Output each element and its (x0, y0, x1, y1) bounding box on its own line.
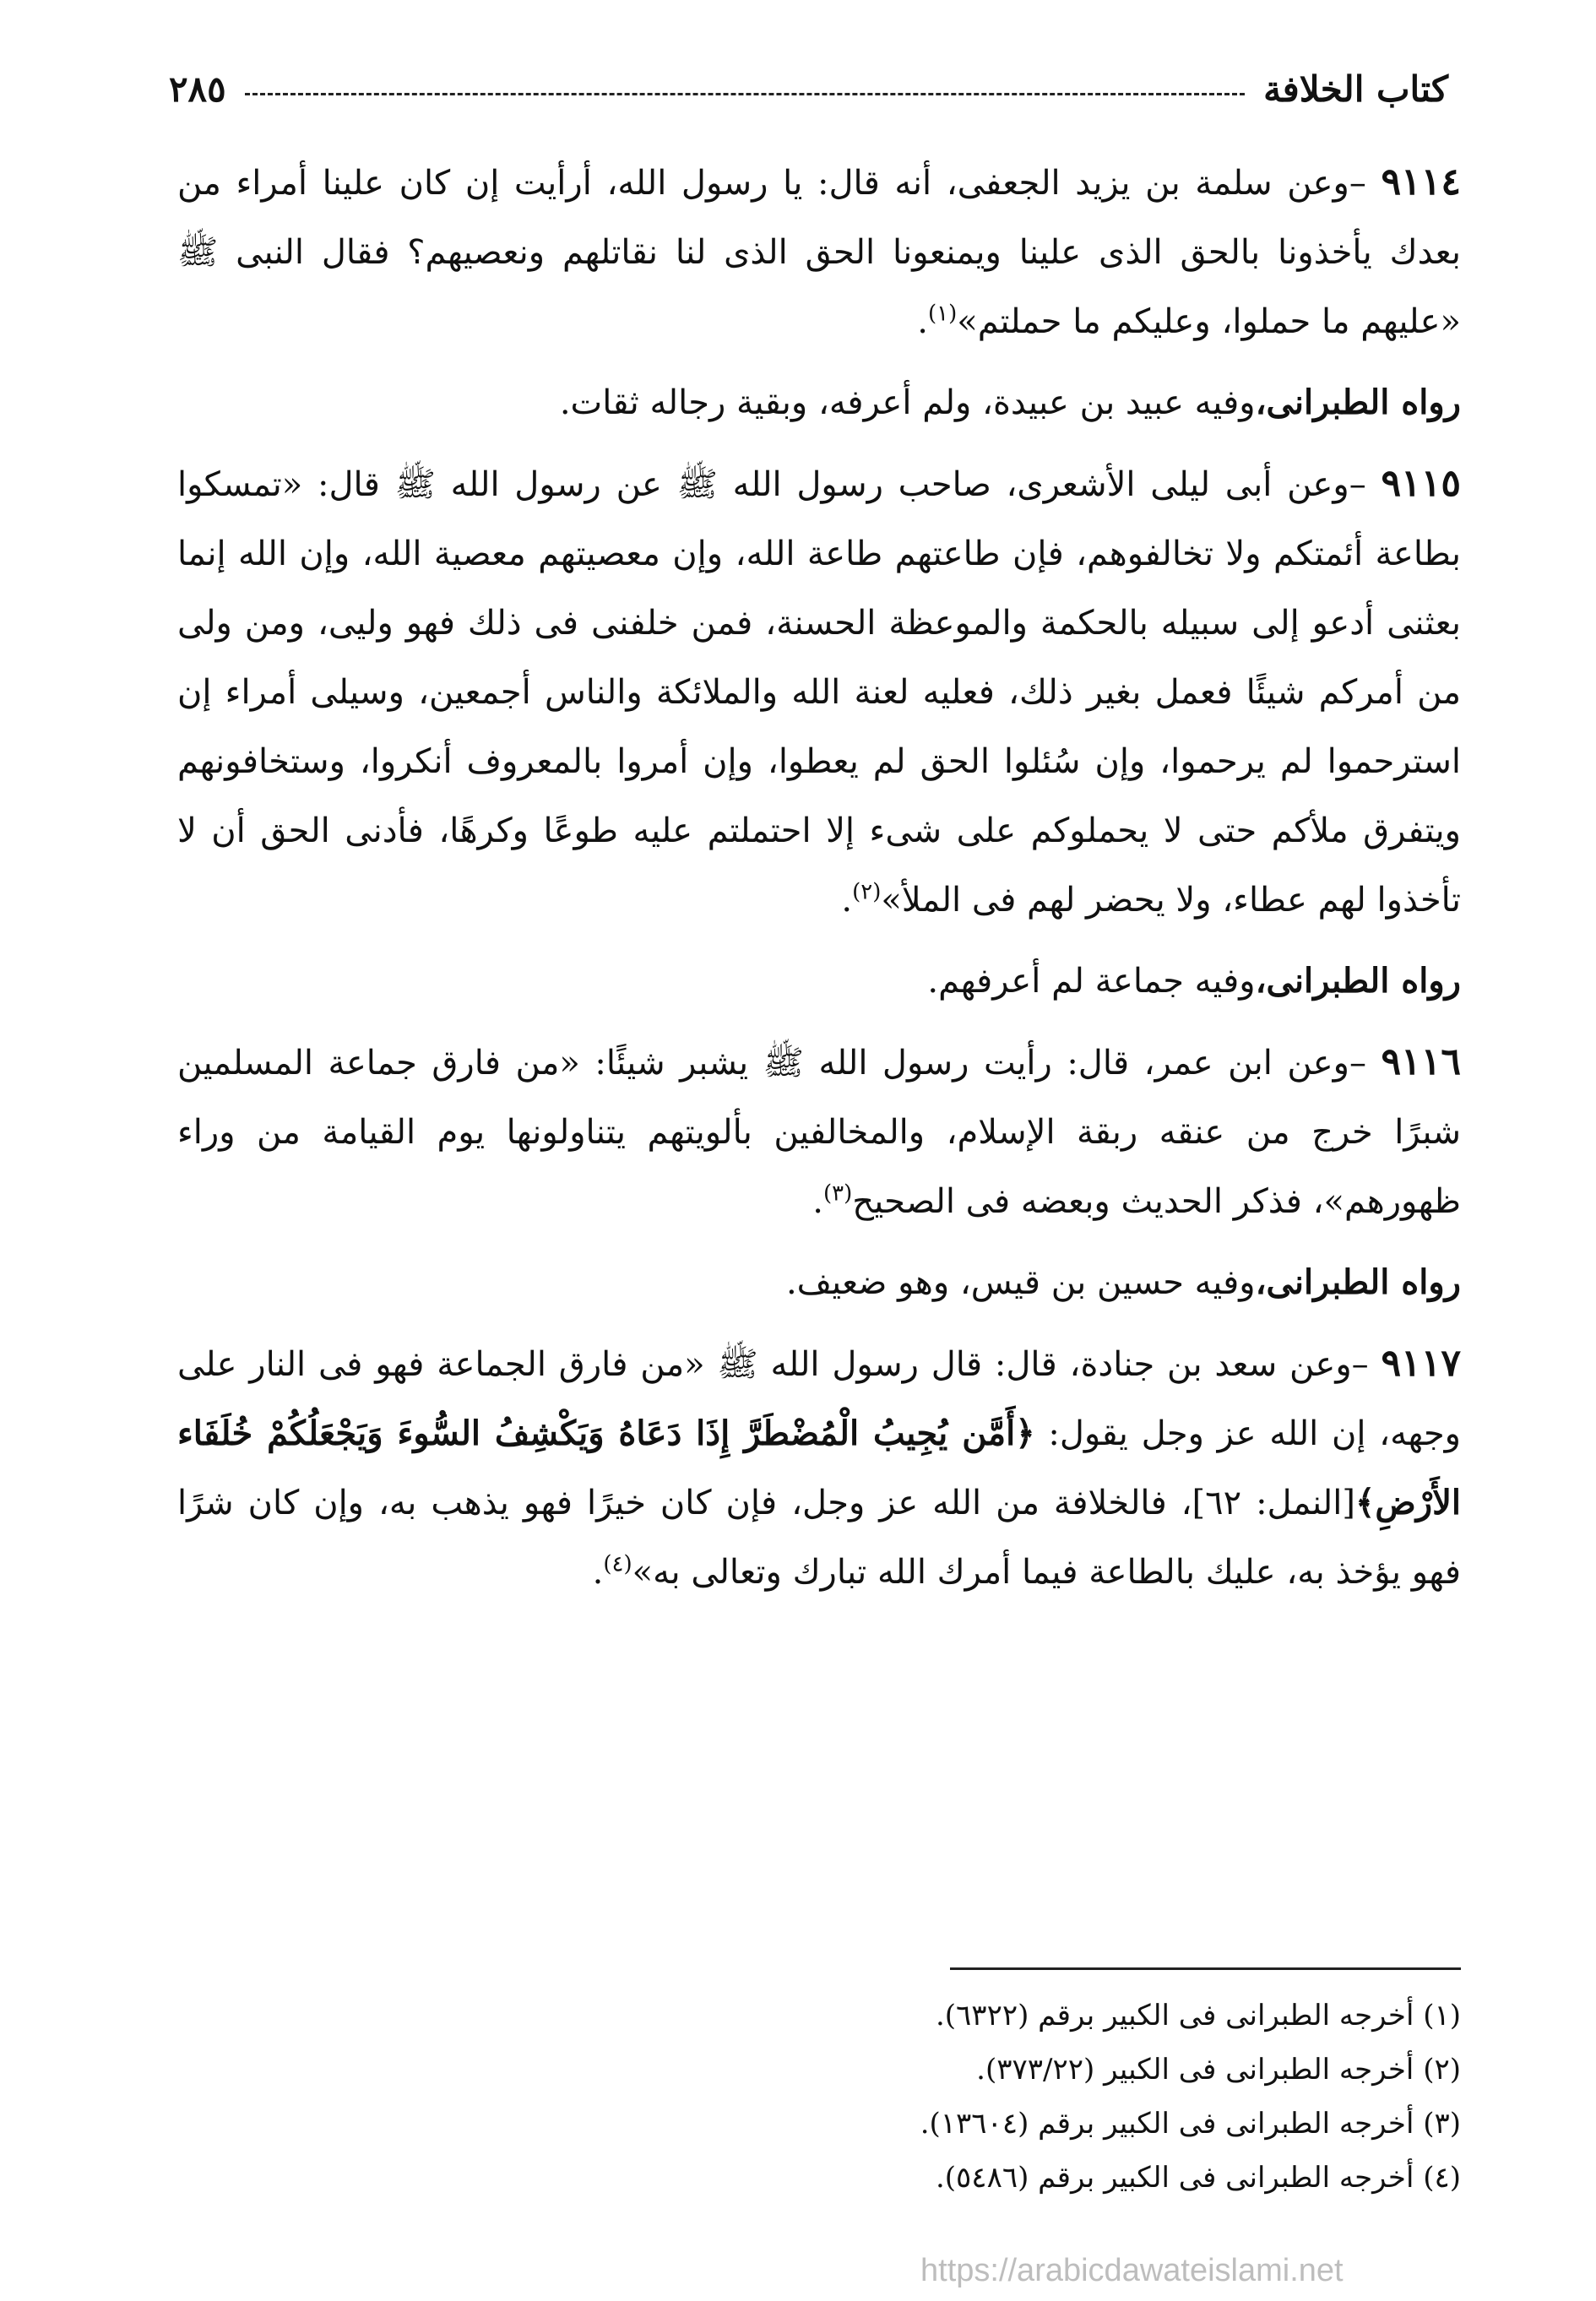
hadith-end: . (841, 881, 853, 920)
footnote-ref: (٤) (603, 1551, 632, 1577)
source-name: رواه الطبرانى، (1255, 383, 1461, 422)
source-name: رواه الطبرانى، (1255, 1262, 1461, 1302)
footnote: (١) أخرجه الطبرانى فى الكبير برقم (٦٣٢٢). (935, 1999, 1461, 2032)
footnote-ref: (٢) (852, 879, 882, 905)
hadith-text: –وعن سلمة بن يزيد الجعفى، أنه قال: يا رسول الله، أرأيت إن كان علينا أمراء من بعدك يأخذونا بالحق الذى علينا ويمنعونا الحق الذى لنا نقاتلهم ونعصيهم؟ فقال النبى ﷺ «عليهم ما حملوا، وعليكم ما حملتم» (177, 164, 1461, 341)
source-note (177, 1248, 1461, 1317)
source-name: رواه الطبرانى، (1255, 961, 1461, 1001)
hadith-end: . (592, 1553, 604, 1592)
hadith-text: –وعن ابن عمر، قال: رأيت رسول الله ﷺ يشبر شيئًا: «من فارق جماعة المسلمين شبرًا خرج من عنقه ربقة الإسلام، والمخالفين بألويتهم يتناولونها يوم القيامة من وراء ظهورهم»، فذكر الحديث وبعضه فى الصحيح (177, 1044, 1461, 1221)
hadith-number: ٩١١٦ (1381, 1040, 1461, 1083)
hadith-number: ٩١١٧ (1381, 1342, 1461, 1385)
hadith-end: . (812, 1182, 823, 1221)
hadith-9115 (177, 449, 1461, 935)
footnote: (٢) أخرجه الطبرانى فى الكبير (٣٧٣/٢٢). (976, 2053, 1461, 2087)
footnote: (٤) أخرجه الطبرانى فى الكبير برقم (٥٤٨٦). (935, 2161, 1461, 2195)
source-comment: وفيه جماعة لم أعرفهم. (927, 962, 1256, 1001)
hadith-number: ٩١١٤ (1381, 160, 1461, 204)
footnote-ref: (١) (927, 301, 958, 327)
hadith-text: –وعن سعد بن جنادة، قال: قال رسول الله ﷺ «من فارق الجماعة فهو فى النار على وجهه، إن الله عز وجل يقول: (177, 1345, 1461, 1453)
footnote-ref: (٣) (822, 1180, 853, 1207)
quran-verse: ﴿أَمَّن يُجِيبُ الْمُضْطَرَّ إِذَا دَعَاهُ وَيَكْشِفُ السُّوءَ وَيَجْعَلُكُمْ خُلَفَاء الأَرْضِ﴾ (177, 1414, 1461, 1522)
footnotes (448, 1989, 1461, 2205)
hadith-text: –وعن أبى ليلى الأشعرى، صاحب رسول الله ﷺ عن رسول الله ﷺ قال: «تمسكوا بطاعة أئمتكم ولا تخالفوهم، فإن طاعتهم طاعة الله، وإن معصيتهم معصية الله، وإن الله إنما بعثنى أدعو إلى سبيله بالحكمة والموعظة الحسنة، فمن خلفنى فى ذلك فهو وليى، ومن ولى من أمركم شيئًا فعمل بغير ذلك، فعليه لعنة الله والملائكة والناس أجمعين، وسيلى أمراء إن استرحموا لم يرحموا، وإن سُئلوا الحق لم يعطوا، وإن أمروا بالمعروف أنكروا، وستخافونهم ويتفرق ملأكم حتى لا يحملوكم على شىء إلا احتملتم عليه طوعًا وكرهًا، فأدنى الحق أن لا تأخذوا لهم عطاء، ولا يحضر لهم فى الملأ» (177, 465, 1461, 920)
source-comment: وفيه حسين بن قيس، وهو ضعيف. (785, 1263, 1256, 1302)
book-title: كتاب الخلافة (1263, 68, 1448, 110)
source-note (177, 368, 1461, 437)
hadith-end: . (917, 302, 928, 341)
hadith-text-continued: [النمل: ٦٢]، فالخلافة من الله عز وجل، فإن كان خيرًا فهو يذهب به، وإن كان شرًا فهو يؤخذ به، عليك بالطاعة فيما أمرك الله تبارك وتعالى به» (177, 1484, 1461, 1592)
page-header (169, 59, 1448, 118)
source-note (177, 947, 1461, 1016)
page-number: ٢٨٥ (169, 68, 226, 110)
page-body (177, 148, 1461, 1619)
hadith-9114 (177, 148, 1461, 356)
hadith-9116 (177, 1028, 1461, 1236)
footnote: (٣) أخرجه الطبرانى فى الكبير برقم (١٣٦٠٤). (920, 2107, 1461, 2141)
watermark-url: https://arabicdawateislami.net (920, 2253, 1344, 2288)
hadith-9117 (177, 1329, 1461, 1607)
footnote-divider (950, 1967, 1461, 1970)
hadith-number: ٩١١٥ (1381, 462, 1461, 505)
header-dashes (245, 93, 1245, 95)
source-comment: وفيه عبيد بن عبيدة، ولم أعرفه، وبقية رجاله ثقات. (559, 383, 1256, 422)
